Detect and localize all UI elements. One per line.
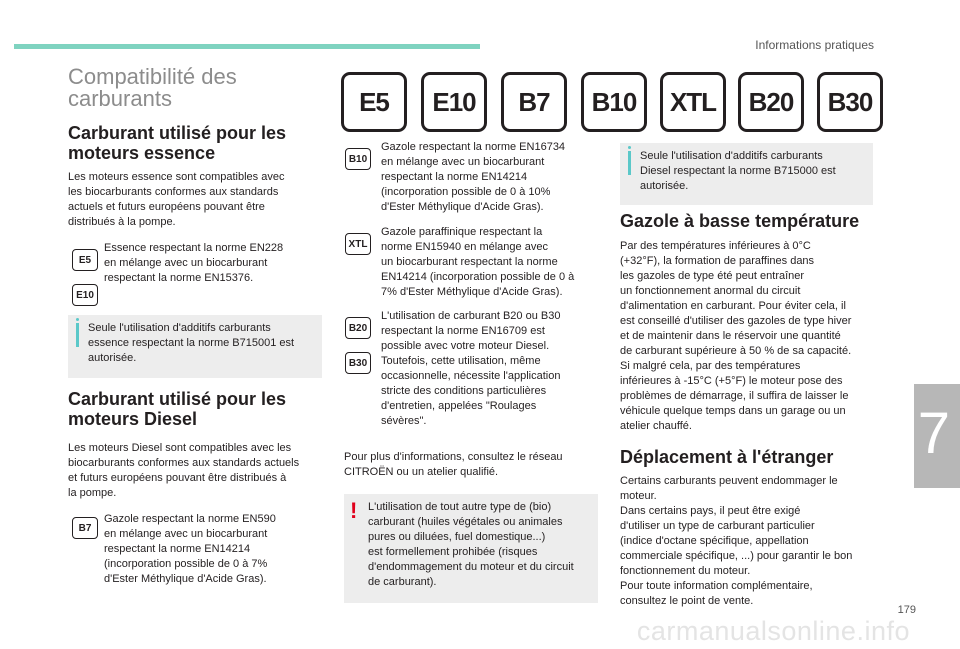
text-line: Si malgré cela, par des températures <box>620 360 801 372</box>
text-line: carburant (huiles végétales ou animales <box>368 516 563 528</box>
info-icon <box>628 151 631 175</box>
text-line: d'alimentation en carburant. Pour éviter cela, il <box>620 300 846 312</box>
text-line: commerciale spécifique, ...) pour garantir le bon <box>620 550 853 562</box>
text-line: et de maintenir dans le réservoir une quantité <box>620 330 841 342</box>
b20-b30-spec <box>381 309 601 429</box>
xtl-spec <box>381 225 601 300</box>
text-line: (+32°F), la formation de paraffines dans <box>620 255 815 267</box>
text-line: Certains carburants peuvent endommager le <box>620 475 838 487</box>
text-line: actuels et futurs européens pouvant être <box>68 201 265 213</box>
text-line: respectant la norme EN15376. <box>104 272 254 284</box>
fuel-badge-xtl: XTL <box>660 72 726 132</box>
badge-b30: B30 <box>345 352 371 374</box>
fuel-badge-b20: B20 <box>738 72 804 132</box>
text-line: est formellement prohibée (risques <box>368 546 538 558</box>
page-title-line: Compatibilité des <box>68 64 237 89</box>
text-line: un biocarburant respectant la norme <box>381 256 558 268</box>
badge-xtl: XTL <box>345 233 371 255</box>
text-line: biocarburants conformes aux standards actuels <box>68 457 300 469</box>
page-title <box>68 66 237 110</box>
text-line: d'utiliser un type de carburant particulier <box>620 520 815 532</box>
header-accent-bar <box>14 44 480 49</box>
text-line: autorisée. <box>640 180 689 192</box>
diesel-heading <box>68 389 286 429</box>
text-line: L'utilisation de carburant B20 ou B30 <box>381 310 561 322</box>
text-line: Gazole paraffinique respectant la <box>381 226 543 238</box>
text-line: CITROËN ou un atelier qualifié. <box>344 466 499 478</box>
text-line: véhicule quelque temps dans un garage ou un <box>620 405 846 417</box>
text-line: en mélange avec un biocarburant <box>104 528 268 540</box>
text-line: essence respectant la norme B715001 est <box>88 337 295 349</box>
diesel-intro <box>68 441 330 501</box>
abroad-heading: Déplacement à l'étranger <box>620 447 834 467</box>
fuel-badge-b7: B7 <box>501 72 567 132</box>
text-line: problèmes de démarrage, il suffira de laisser le <box>620 390 849 402</box>
badge-b10: B10 <box>345 148 371 170</box>
text-line: distribués à la pompe. <box>68 216 176 228</box>
text-line: Seule l'utilisation d'additifs carburants <box>640 150 823 162</box>
text-line: possible avec votre moteur Diesel. <box>381 340 550 352</box>
fuel-badge-b10: B10 <box>581 72 647 132</box>
page-title-line: carburants <box>68 86 172 111</box>
heading-line: Carburant utilisé pour les <box>68 389 287 409</box>
text-line: de carburant supérieure à 50 % de sa capacité. <box>620 345 852 357</box>
petrol-spec <box>104 241 324 286</box>
abroad-text <box>620 474 882 609</box>
badge-b7: B7 <box>72 517 98 539</box>
text-line: EN14214 (incorporation possible de 0 à <box>381 271 575 283</box>
warning-note <box>344 494 598 603</box>
text-line: d'endommagement du moteur et du circuit <box>368 561 574 573</box>
heading-line: moteurs Diesel <box>68 409 198 429</box>
info-icon <box>76 323 79 347</box>
petrol-additives-note <box>68 315 322 378</box>
text-line: d'Ester Méthylique d'Acide Gras). <box>104 573 267 585</box>
page-number: 179 <box>897 604 916 616</box>
text-line: Pour plus d'informations, consultez le réseau <box>344 451 563 463</box>
text-line: respectant la norme EN16709 est <box>381 325 545 337</box>
petrol-intro <box>68 170 328 230</box>
text-line: Seule l'utilisation d'additifs carburants <box>88 322 271 334</box>
text-line: respectant la norme EN14214 <box>104 543 251 555</box>
text-line: les gazoles de type été peut entraîner <box>620 270 805 282</box>
warning-icon: ! <box>350 498 358 523</box>
chapter-number: 7 <box>917 401 950 466</box>
text-line: Diesel respectant la norme B715000 est <box>640 165 836 177</box>
text-line: un fonctionnement anormal du circuit <box>620 285 801 297</box>
low-temp-heading: Gazole à basse température <box>620 211 860 231</box>
text-line: stricte des conditions particulières <box>381 385 547 397</box>
fuel-badge-b30: B30 <box>817 72 883 132</box>
text-line: (incorporation possible de 0 à 10% <box>381 186 551 198</box>
text-line: Les moteurs essence sont compatibles avec <box>68 171 285 183</box>
b7-spec <box>104 512 324 587</box>
text-line: Pour toute information complémentaire, <box>620 580 813 592</box>
fuel-badge-e5: E5 <box>341 72 407 132</box>
text-line: Dans certains pays, il peut être exigé <box>620 505 801 517</box>
text-line: Gazole respectant la norme EN590 <box>104 513 276 525</box>
petrol-heading <box>68 123 286 163</box>
diesel-additives-note <box>620 143 873 205</box>
badge-e10: E10 <box>72 284 98 306</box>
text-line: Gazole respectant la norme EN16734 <box>381 141 566 153</box>
text-line: d'Ester Méthylique d'Acide Gras). <box>381 201 544 213</box>
more-info-text <box>344 450 602 480</box>
text-line: respectant la norme EN14214 <box>381 171 528 183</box>
text-line: (incorporation possible de 0 à 7% <box>104 558 268 570</box>
text-line: atelier chauffé. <box>620 420 692 432</box>
text-line: Par des températures inférieures à 0°C <box>620 240 811 252</box>
badge-e5: E5 <box>72 249 98 271</box>
text-line: L'utilisation de tout autre type de (bio) <box>368 501 552 513</box>
text-line: la pompe. <box>68 487 117 499</box>
text-line: norme EN15940 en mélange avec <box>381 241 548 253</box>
b10-spec <box>381 140 601 215</box>
text-line: Les moteurs Diesel sont compatibles avec les <box>68 442 292 454</box>
text-line: de carburant). <box>368 576 437 588</box>
watermark: carmanualsonline.info <box>636 616 910 646</box>
text-line: en mélange avec un biocarburant <box>104 257 268 269</box>
text-line: autorisée. <box>88 352 137 364</box>
text-line: (indice d'octane spécifique, appellation <box>620 535 809 547</box>
text-line: occasionnelle, nécessite l'application <box>381 370 561 382</box>
text-line: en mélange avec un biocarburant <box>381 156 545 168</box>
text-line: pures ou diluées, fuel domestique...) <box>368 531 546 543</box>
text-line: 7% d'Ester Méthylique d'Acide Gras). <box>381 286 563 298</box>
text-line: Essence respectant la norme EN228 <box>104 242 284 254</box>
heading-line: moteurs essence <box>68 143 216 163</box>
text-line: Toutefois, cette utilisation, même <box>381 355 541 367</box>
text-line: moteur. <box>620 490 657 502</box>
heading-line: Carburant utilisé pour les <box>68 123 287 143</box>
text-line: sévères". <box>381 415 427 427</box>
section-label: Informations pratiques <box>755 38 874 52</box>
text-line: les biocarburants conformes aux standards <box>68 186 279 198</box>
text-line: et futurs européens pouvant être distribués à <box>68 472 287 484</box>
text-line: inférieures à -15°C (+5°F) le moteur pose des <box>620 375 843 387</box>
fuel-badge-e10: E10 <box>421 72 487 132</box>
text-line: d'entretien, appelées "Roulages <box>381 400 537 412</box>
text-line: fonctionnement du moteur. <box>620 565 751 577</box>
text-line: est conseillé d'utiliser des gazoles de type hiver <box>620 315 852 327</box>
badge-b20: B20 <box>345 317 371 339</box>
text-line: consultez le point de vente. <box>620 595 754 607</box>
low-temp-text <box>620 239 882 434</box>
